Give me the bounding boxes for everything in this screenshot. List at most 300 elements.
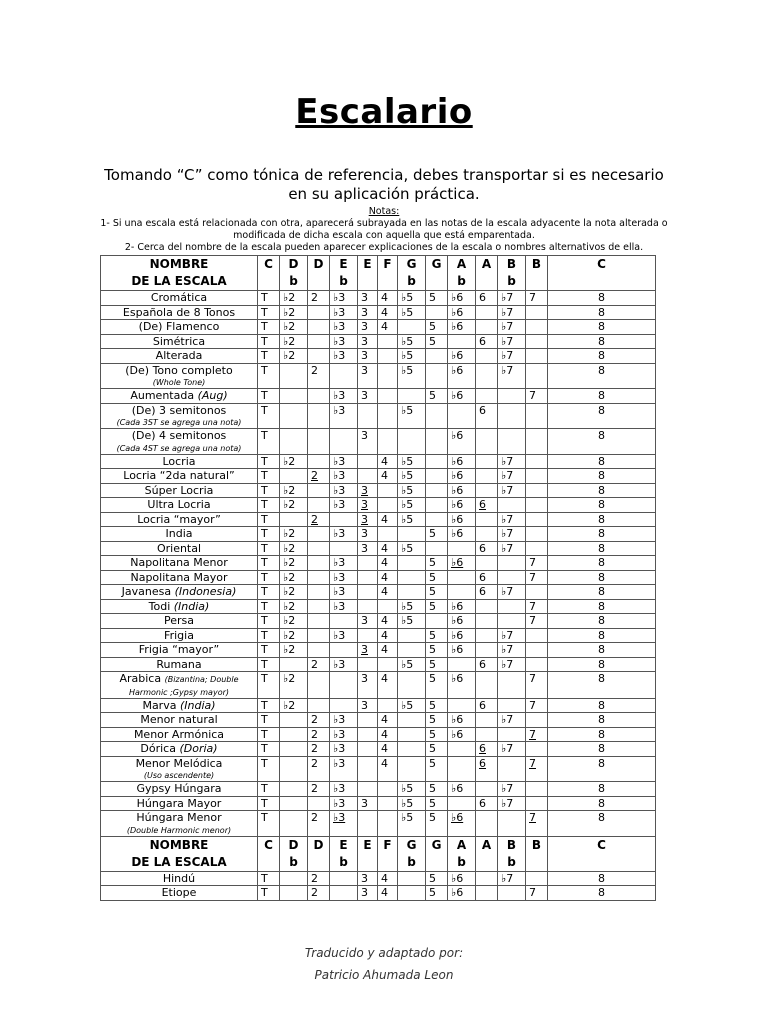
note-cell (330, 585, 358, 600)
scale-name-cell (101, 527, 258, 542)
note-cell (358, 698, 378, 713)
note-cell (548, 498, 656, 513)
scale-alt-name: (Aug) (197, 389, 228, 402)
note-value: ♭6 (451, 349, 464, 362)
note-cell (498, 756, 526, 782)
note-cell (258, 527, 280, 542)
note-value: 5 (429, 756, 436, 770)
note-value: 8 (598, 320, 605, 333)
note-cell (498, 512, 526, 527)
scale-name-cell (101, 628, 258, 643)
note-value: ♭5 (401, 483, 414, 497)
note-value: 4 (381, 556, 388, 569)
note-value: ♭6 (451, 727, 464, 741)
note-value: 4 (381, 727, 388, 741)
note-cell (476, 483, 498, 498)
note-value: 8 (598, 291, 605, 304)
note-value: ♭2 (283, 454, 296, 468)
note-value: 5 (429, 811, 436, 824)
header-note-col (548, 836, 656, 871)
note-cell (358, 363, 378, 389)
note-value: 2 (311, 886, 318, 899)
table-row (101, 585, 656, 600)
note-cell (378, 541, 398, 556)
note-cell (526, 483, 548, 498)
note-value: T (261, 782, 268, 795)
scales-table (100, 255, 656, 901)
note-cell (308, 713, 330, 728)
scale-name-cell (101, 886, 258, 901)
note-value: ♭7 (501, 796, 514, 810)
note-value: ♭6 (451, 527, 464, 540)
note-value: 8 (598, 305, 605, 319)
note-value: 3 (361, 512, 368, 526)
note-cell (258, 871, 280, 886)
note-value: 6 (479, 657, 486, 671)
note-value: ♭3 (333, 756, 346, 770)
table-row (101, 742, 656, 757)
note-cell (378, 320, 398, 335)
note-value: T (261, 403, 268, 417)
note-value: ♭7 (501, 454, 514, 468)
note-cell (308, 782, 330, 797)
note-cell (330, 320, 358, 335)
note-cell (548, 796, 656, 811)
note-cell (398, 643, 426, 658)
note-2: 2- Cerca del nombre de la escala pueden aparecer explicaciones de la escala o nombres alternativos de ella. (124, 242, 644, 253)
scale-name: Alterada (155, 349, 203, 362)
header-note-col (308, 836, 330, 871)
table-row (101, 599, 656, 614)
note-value: ♭3 (333, 527, 346, 540)
note-value: 7 (529, 672, 536, 685)
note-cell (448, 698, 476, 713)
scale-description: (Double Harmonic menor) (126, 825, 232, 835)
note-cell (498, 599, 526, 614)
note-value: 8 (598, 713, 605, 726)
note-value: 4 (381, 512, 388, 526)
note-cell (398, 756, 426, 782)
note-value: ♭2 (283, 349, 296, 362)
note-cell (378, 498, 398, 513)
note-cell (280, 512, 308, 527)
note-cell (258, 556, 280, 571)
note-1: 1- Si una escala está relacionada con otra, aparecerá subrayada en las notas de la escala adyacente la nota alterada o modificada de dicha escala con aquella que está emparentada. (100, 218, 668, 241)
note-cell (526, 349, 548, 364)
note-cell (548, 512, 656, 527)
note-value: T (261, 349, 268, 362)
note-cell (426, 713, 448, 728)
note-cell (498, 811, 526, 837)
note-cell (548, 756, 656, 782)
note-cell (330, 614, 358, 629)
note-cell (498, 403, 526, 429)
note-value: ♭7 (501, 643, 514, 656)
note-cell (398, 742, 426, 757)
note-value: ♭2 (283, 541, 296, 555)
note-cell (426, 698, 448, 713)
note-value: 7 (529, 811, 536, 824)
note-cell (398, 585, 426, 600)
scale-name: Arabica (119, 672, 162, 685)
note-value: 3 (361, 614, 368, 627)
note-cell (330, 556, 358, 571)
note-value: 8 (598, 585, 605, 598)
note-value: 4 (381, 320, 388, 333)
note-cell (548, 305, 656, 320)
note-cell (498, 886, 526, 901)
credits (0, 942, 768, 986)
note-value: 7 (529, 886, 536, 899)
header-note-accidental: b (339, 274, 348, 288)
note-cell (308, 363, 330, 389)
note-value: 2 (311, 811, 318, 824)
note-cell (378, 469, 398, 484)
note-cell (378, 363, 398, 389)
note-cell (398, 672, 426, 699)
note-cell (548, 698, 656, 713)
note-value: 3 (361, 672, 368, 685)
note-value: ♭3 (333, 349, 346, 362)
scale-name-cell (101, 291, 258, 306)
note-cell (526, 643, 548, 658)
note-cell (258, 742, 280, 757)
note-value: ♭7 (501, 527, 514, 540)
note-value: 5 (429, 871, 436, 885)
note-cell (476, 429, 498, 455)
header-note-col (398, 836, 426, 871)
note-value: 8 (598, 599, 605, 613)
note-cell (526, 454, 548, 469)
note-cell (426, 469, 448, 484)
note-value: 4 (381, 614, 388, 627)
table-row (101, 403, 656, 429)
note-value: 8 (598, 429, 605, 442)
note-value: ♭5 (401, 454, 414, 468)
note-cell (476, 389, 498, 404)
note-cell (398, 599, 426, 614)
note-cell (308, 886, 330, 901)
note-cell (378, 305, 398, 320)
note-value: 2 (311, 871, 318, 885)
note-cell (258, 334, 280, 349)
note-value: 5 (429, 886, 436, 899)
note-cell (498, 871, 526, 886)
note-cell (398, 320, 426, 335)
note-cell (476, 556, 498, 571)
note-value: 8 (598, 756, 605, 770)
note-cell (378, 291, 398, 306)
table-row (101, 334, 656, 349)
note-cell (280, 643, 308, 658)
note-cell (498, 527, 526, 542)
note-cell (280, 454, 308, 469)
note-cell (308, 727, 330, 742)
note-cell (330, 871, 358, 886)
note-cell (378, 782, 398, 797)
scale-name: Menor Melódica (135, 756, 223, 770)
table-row (101, 727, 656, 742)
note-cell (526, 727, 548, 742)
note-value: T (261, 643, 268, 656)
note-cell (476, 713, 498, 728)
note-cell (426, 305, 448, 320)
note-cell (308, 811, 330, 837)
note-cell (448, 585, 476, 600)
note-value: 5 (429, 643, 436, 656)
note-value: T (261, 796, 268, 810)
note-cell (398, 796, 426, 811)
table-row (101, 628, 656, 643)
note-cell (358, 886, 378, 901)
note-cell (526, 599, 548, 614)
note-value: ♭5 (401, 363, 414, 377)
note-value: ♭3 (333, 556, 346, 569)
note-value: ♭2 (283, 614, 296, 627)
note-value: ♭3 (333, 657, 346, 671)
note-value: ♭5 (401, 698, 414, 712)
note-value: 8 (598, 469, 605, 482)
note-value: ♭7 (501, 291, 514, 304)
note-cell (526, 389, 548, 404)
note-value: 2 (311, 756, 318, 770)
scale-name-cell (101, 811, 258, 837)
note-cell (330, 811, 358, 837)
note-cell (548, 403, 656, 429)
header-note-letter: A (481, 837, 492, 852)
note-cell (398, 527, 426, 542)
note-value: ♭2 (283, 320, 296, 333)
note-cell (280, 698, 308, 713)
note-value: 3 (361, 349, 368, 362)
note-value: 8 (598, 782, 605, 795)
note-value: 4 (381, 454, 388, 468)
note-cell (358, 541, 378, 556)
scale-description: (Cada 3ST se agrega una nota) (116, 418, 242, 427)
header-note-letter: D (313, 837, 324, 852)
note-cell (498, 614, 526, 629)
note-value: ♭3 (333, 727, 346, 741)
note-value: ♭5 (401, 349, 414, 362)
note-cell (476, 727, 498, 742)
note-value: 6 (479, 796, 486, 810)
note-cell (498, 429, 526, 455)
scale-name-cell (101, 403, 258, 429)
note-cell (308, 320, 330, 335)
note-cell (526, 570, 548, 585)
note-cell (258, 389, 280, 404)
note-cell (258, 429, 280, 455)
scale-alt-name: (India) (179, 698, 216, 712)
note-cell (308, 614, 330, 629)
table-header-row (101, 836, 656, 871)
note-value: 8 (598, 643, 605, 656)
note-value: ♭2 (283, 334, 296, 348)
note-value: ♭7 (501, 305, 514, 319)
note-cell (476, 527, 498, 542)
note-cell (448, 796, 476, 811)
note-cell (398, 469, 426, 484)
note-cell (358, 305, 378, 320)
note-cell (476, 628, 498, 643)
note-cell (398, 334, 426, 349)
scale-name-cell (101, 756, 258, 782)
note-value: 8 (598, 796, 605, 810)
note-cell (330, 334, 358, 349)
note-cell (498, 782, 526, 797)
note-cell (426, 756, 448, 782)
table-row (101, 657, 656, 672)
note-value: ♭7 (501, 657, 514, 671)
note-cell (258, 811, 280, 837)
header-note-col (426, 256, 448, 291)
note-cell (426, 643, 448, 658)
note-cell (548, 782, 656, 797)
note-value: 8 (598, 698, 605, 712)
note-cell (526, 614, 548, 629)
note-cell (308, 305, 330, 320)
header-note-col (476, 836, 498, 871)
note-value: ♭7 (501, 469, 514, 482)
note-cell (398, 570, 426, 585)
note-cell (358, 389, 378, 404)
header-note-col (448, 256, 476, 291)
note-cell (548, 871, 656, 886)
note-cell (426, 886, 448, 901)
note-value: 5 (429, 782, 436, 795)
note-cell (476, 498, 498, 513)
table-header-row (101, 256, 656, 291)
header-note-col (258, 836, 280, 871)
scale-name: Gypsy Húngara (136, 782, 222, 795)
note-value: 8 (598, 628, 605, 642)
note-cell (258, 782, 280, 797)
scale-name-cell (101, 349, 258, 364)
note-cell (526, 320, 548, 335)
note-value: 7 (529, 756, 536, 770)
note-cell (280, 483, 308, 498)
note-value: ♭6 (451, 871, 464, 885)
note-value: ♭5 (401, 403, 414, 417)
scale-name: (De) Tono completo (125, 363, 233, 377)
note-value: ♭6 (451, 512, 464, 526)
note-cell (308, 498, 330, 513)
note-cell (330, 657, 358, 672)
note-value: ♭7 (501, 782, 514, 795)
note-cell (448, 727, 476, 742)
note-cell (548, 599, 656, 614)
note-value: 8 (598, 512, 605, 526)
note-value: T (261, 570, 268, 584)
note-cell (498, 291, 526, 306)
note-cell (330, 454, 358, 469)
note-value: T (261, 334, 268, 348)
table-row (101, 320, 656, 335)
scale-name: Javanesa (121, 585, 172, 598)
note-cell (330, 727, 358, 742)
note-cell (378, 527, 398, 542)
scale-name: (De) 4 semitonos (131, 429, 227, 442)
note-cell (448, 811, 476, 837)
note-value: 5 (429, 585, 436, 598)
note-cell (378, 334, 398, 349)
note-value: ♭5 (401, 782, 414, 795)
note-cell (426, 320, 448, 335)
note-cell (476, 305, 498, 320)
note-value: ♭3 (333, 498, 346, 511)
note-cell (548, 389, 656, 404)
note-cell (548, 643, 656, 658)
note-value: 7 (529, 570, 536, 584)
header-note-letter: E (363, 837, 372, 852)
note-cell (548, 320, 656, 335)
note-cell (526, 657, 548, 672)
note-value: 7 (529, 614, 536, 627)
note-cell (258, 599, 280, 614)
scale-name-cell (101, 570, 258, 585)
note-cell (280, 742, 308, 757)
note-value: ♭2 (283, 556, 296, 569)
note-value: ♭3 (333, 628, 346, 642)
note-value: ♭7 (501, 334, 514, 348)
note-cell (330, 756, 358, 782)
note-cell (258, 570, 280, 585)
note-value: ♭5 (401, 796, 414, 810)
note-cell (526, 672, 548, 699)
note-cell (378, 643, 398, 658)
note-cell (448, 782, 476, 797)
note-value: 4 (381, 628, 388, 642)
table-row (101, 811, 656, 837)
note-cell (426, 291, 448, 306)
note-value: ♭6 (451, 628, 464, 642)
note-value: 4 (381, 742, 388, 755)
note-value: ♭2 (283, 585, 296, 598)
note-cell (426, 742, 448, 757)
note-cell (358, 454, 378, 469)
note-cell (308, 599, 330, 614)
note-cell (548, 556, 656, 571)
header-note-accidental: b (457, 274, 466, 288)
note-value: T (261, 527, 268, 540)
note-cell (398, 363, 426, 389)
note-cell (398, 811, 426, 837)
note-cell (526, 363, 548, 389)
note-value: 2 (311, 469, 318, 482)
note-cell (378, 628, 398, 643)
scale-name-cell (101, 320, 258, 335)
note-cell (498, 389, 526, 404)
note-cell (548, 727, 656, 742)
scale-name-cell (101, 698, 258, 713)
note-value: 3 (361, 334, 368, 348)
header-note-letter: E (363, 257, 372, 271)
note-cell (426, 512, 448, 527)
note-cell (426, 811, 448, 837)
note-value: 4 (381, 672, 388, 685)
note-cell (526, 698, 548, 713)
scale-alt-name: (Bizantina; Double (164, 675, 239, 684)
note-value: 8 (598, 672, 605, 685)
scale-name-cell (101, 871, 258, 886)
header-note-col (308, 256, 330, 291)
header-note-accidental: b (507, 854, 516, 869)
note-value: 6 (479, 403, 486, 417)
note-cell (398, 483, 426, 498)
note-cell (358, 727, 378, 742)
note-cell (476, 541, 498, 556)
note-cell (398, 512, 426, 527)
